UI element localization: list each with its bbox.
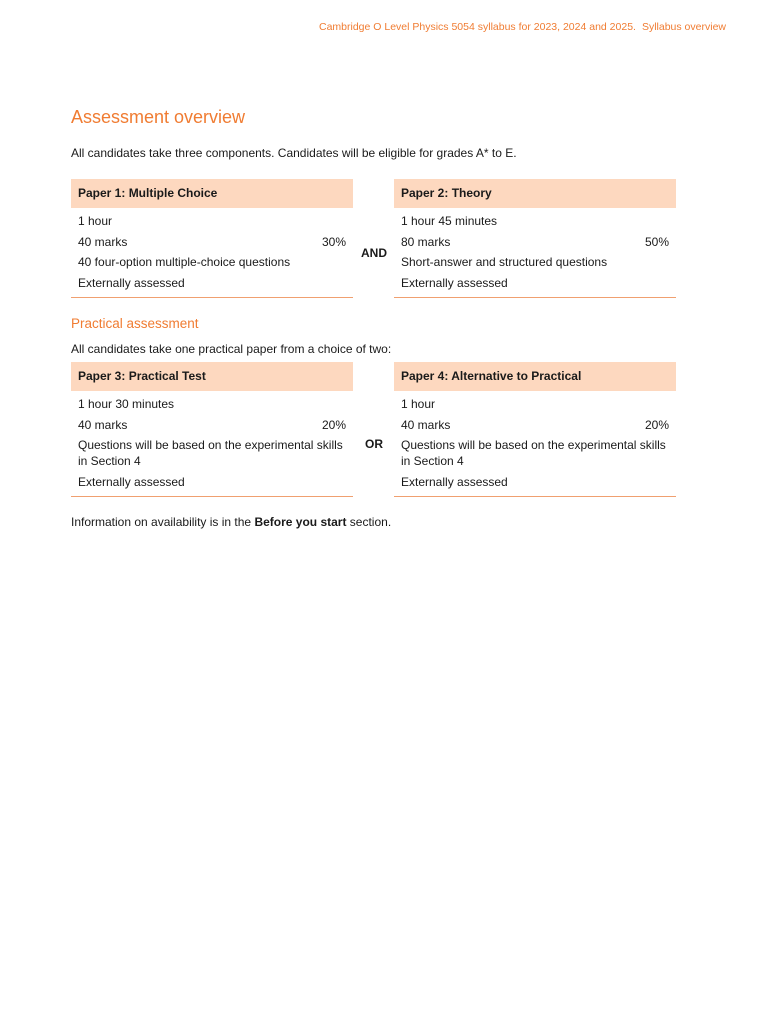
practical-intro: All candidates take one practical paper from a choice of two: (71, 342, 392, 356)
paper4-description: Questions will be based on the experimental skills in Section 4 (401, 438, 666, 468)
paper4-marks: 40 marks (401, 417, 451, 432)
availability-note-after: section. (346, 515, 392, 529)
paper3-assessment: Externally assessed (78, 474, 185, 489)
paper4-title: Paper 4: Alternative to Practical (394, 362, 676, 391)
paper3-description: Questions will be based on the experimental skills in Section 4 (78, 438, 343, 468)
paper2-assessment: Externally assessed (401, 275, 508, 290)
paper2-marks-row (401, 234, 669, 250)
paper4-weighting: 20% (644, 417, 669, 432)
running-header (319, 21, 726, 33)
paper2-box (394, 179, 676, 298)
page-title: Assessment overview (71, 107, 246, 127)
paper4-marks-row (401, 417, 669, 433)
paper3-duration: 1 hour 30 minutes (78, 397, 175, 411)
paper3-marks: 40 marks (78, 417, 128, 432)
intro-text: All candidates take three components. Candidates will be eligible for grades A* to E. (71, 146, 517, 160)
paper4-box (394, 362, 676, 497)
availability-note (71, 514, 391, 530)
practical-heading: Practical assessment (71, 316, 199, 331)
paper1-duration: 1 hour (78, 214, 113, 228)
availability-note-before: Information on availability is in the (71, 515, 255, 529)
or-connector: OR (365, 437, 383, 451)
running-header-section: Syllabus overview (641, 21, 726, 33)
paper1-assessment: Externally assessed (78, 275, 185, 290)
paper2-duration: 1 hour 45 minutes (401, 214, 498, 228)
paper1-box (71, 179, 353, 298)
running-header-document: Cambridge O Level Physics 5054 syllabus for 2023, 2024 and 2025. (319, 21, 636, 33)
paper2-weighting: 50% (644, 234, 669, 249)
paper1-marks-row (78, 234, 346, 250)
paper1-weighting: 30% (321, 234, 346, 249)
paper3-title: Paper 3: Practical Test (71, 362, 353, 391)
paper4-duration: 1 hour (401, 397, 436, 411)
paper3-marks-row (78, 417, 346, 433)
paper2-marks: 80 marks (401, 234, 451, 249)
paper4-assessment: Externally assessed (401, 474, 508, 489)
paper1-description: 40 four-option multiple-choice questions (78, 255, 291, 269)
paper3-weighting: 20% (321, 417, 346, 432)
paper2-description: Short-answer and structured questions (401, 255, 608, 269)
paper1-marks: 40 marks (78, 234, 128, 249)
before-you-start-reference: Before you start (254, 515, 347, 529)
paper3-box (71, 362, 353, 497)
and-connector: AND (361, 246, 387, 260)
paper1-title: Paper 1: Multiple Choice (71, 179, 353, 208)
paper2-title: Paper 2: Theory (394, 179, 676, 208)
